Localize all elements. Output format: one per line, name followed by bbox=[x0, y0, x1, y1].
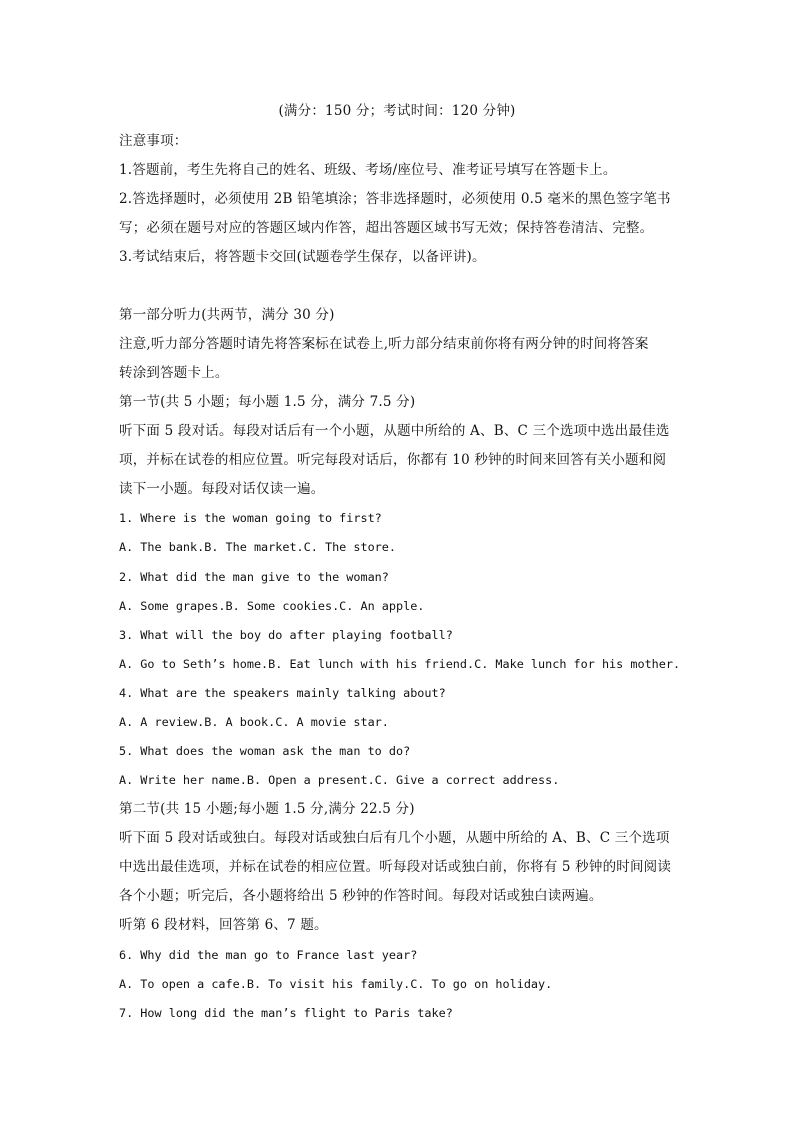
answer-options-4: A. A review.B. A book.C. A movie star. bbox=[119, 715, 389, 729]
section1-instruction-line-2: 项，并标在试卷的相应位置。听完每段对话后，你都有 10 秒钟的时间来回答有关小题和阅 bbox=[119, 452, 667, 468]
part1-note-line-2: 转涂到答题卡上。 bbox=[119, 365, 229, 381]
notice-item-1: 1.答题前，考生先将自己的姓名、班级、考场/座位号、准考证号填写在答题卡上。 bbox=[119, 162, 617, 178]
question-2: 2. What did the man give to the woman? bbox=[119, 570, 389, 584]
part1-title: 第一部分听力(共两节，满分 30 分) bbox=[119, 307, 335, 323]
notice-item-2-line-1: 2.答选择题时，必须使用 2B 铅笔填涂；答非选择题时，必须使用 0.5 毫米的黑色签字笔书 bbox=[119, 191, 671, 207]
section2-instruction-line-3: 各个小题；听完后，各小题将给出 5 秒钟的作答时间。每段对话或独白读两遍。 bbox=[119, 888, 603, 904]
notice-title: 注意事项： bbox=[119, 133, 188, 149]
section1-instruction-line-1: 听下面 5 段对话。每段对话后有一个小题，从题中所给的 A、B、C 三个选项中选出最佳选 bbox=[119, 423, 670, 439]
question-3: 3. What will the boy do after playing football? bbox=[119, 628, 453, 642]
notice-item-3: 3.考试结束后，将答题卡交回(试题卷学生保存，以备评讲)。 bbox=[119, 249, 486, 265]
material-6-heading: 听第 6 段材料，回答第 6、7 题。 bbox=[119, 917, 328, 933]
notice-item-2-line-2: 写；必须在题号对应的答题区域内作答，超出答题区域书写无效；保持答卷清洁、完整。 bbox=[119, 220, 654, 236]
section2-instruction-line-2: 中选出最佳选项，并标在试卷的相应位置。听每段对话或独白前，你将有 5 秒钟的时间阅读 bbox=[119, 859, 672, 875]
section2-instruction-line-1: 听下面 5 段对话或独白。每段对话或独白后有几个小题，从题中所给的 A、B、C 三个选项 bbox=[119, 830, 670, 846]
answer-options-2: A. Some grapes.B. Some cookies.C. An apple. bbox=[119, 599, 425, 613]
answer-options-1: A. The bank.B. The market.C. The store. bbox=[119, 540, 396, 554]
question-5: 5. What does the woman ask the man to do? bbox=[119, 744, 411, 758]
answer-options-5: A. Write her name.B. Open a present.C. Give a correct address. bbox=[119, 773, 560, 787]
section2-title: 第二节(共 15 小题;每小题 1.5 分,满分 22.5 分) bbox=[119, 801, 415, 817]
question-1: 1. Where is the woman going to first? bbox=[119, 511, 382, 525]
question-6: 6. Why did the man go to France last year? bbox=[119, 948, 418, 962]
question-4: 4. What are the speakers mainly talking about? bbox=[119, 686, 446, 700]
part1-note-line-1: 注意,听力部分答题时请先将答案标在试卷上,听力部分结束前你将有两分钟的时间将答案 bbox=[119, 336, 649, 352]
score-time-line: (满分：150 分；考试时间：120 分钟) bbox=[278, 103, 516, 119]
answer-options-3: A. Go to Seth’s home.B. Eat lunch with his friend.C. Make lunch for his mother. bbox=[119, 657, 681, 671]
answer-options-6: A. To open a cafe.B. To visit his family.C. To go on holiday. bbox=[119, 977, 553, 991]
section1-instruction-line-3: 读下一小题。每段对话仅读一遍。 bbox=[119, 481, 325, 497]
question-7: 7. How long did the man’s flight to Paris take? bbox=[119, 1006, 453, 1020]
section1-title: 第一节(共 5 小题；每小题 1.5 分，满分 7.5 分) bbox=[119, 394, 416, 410]
